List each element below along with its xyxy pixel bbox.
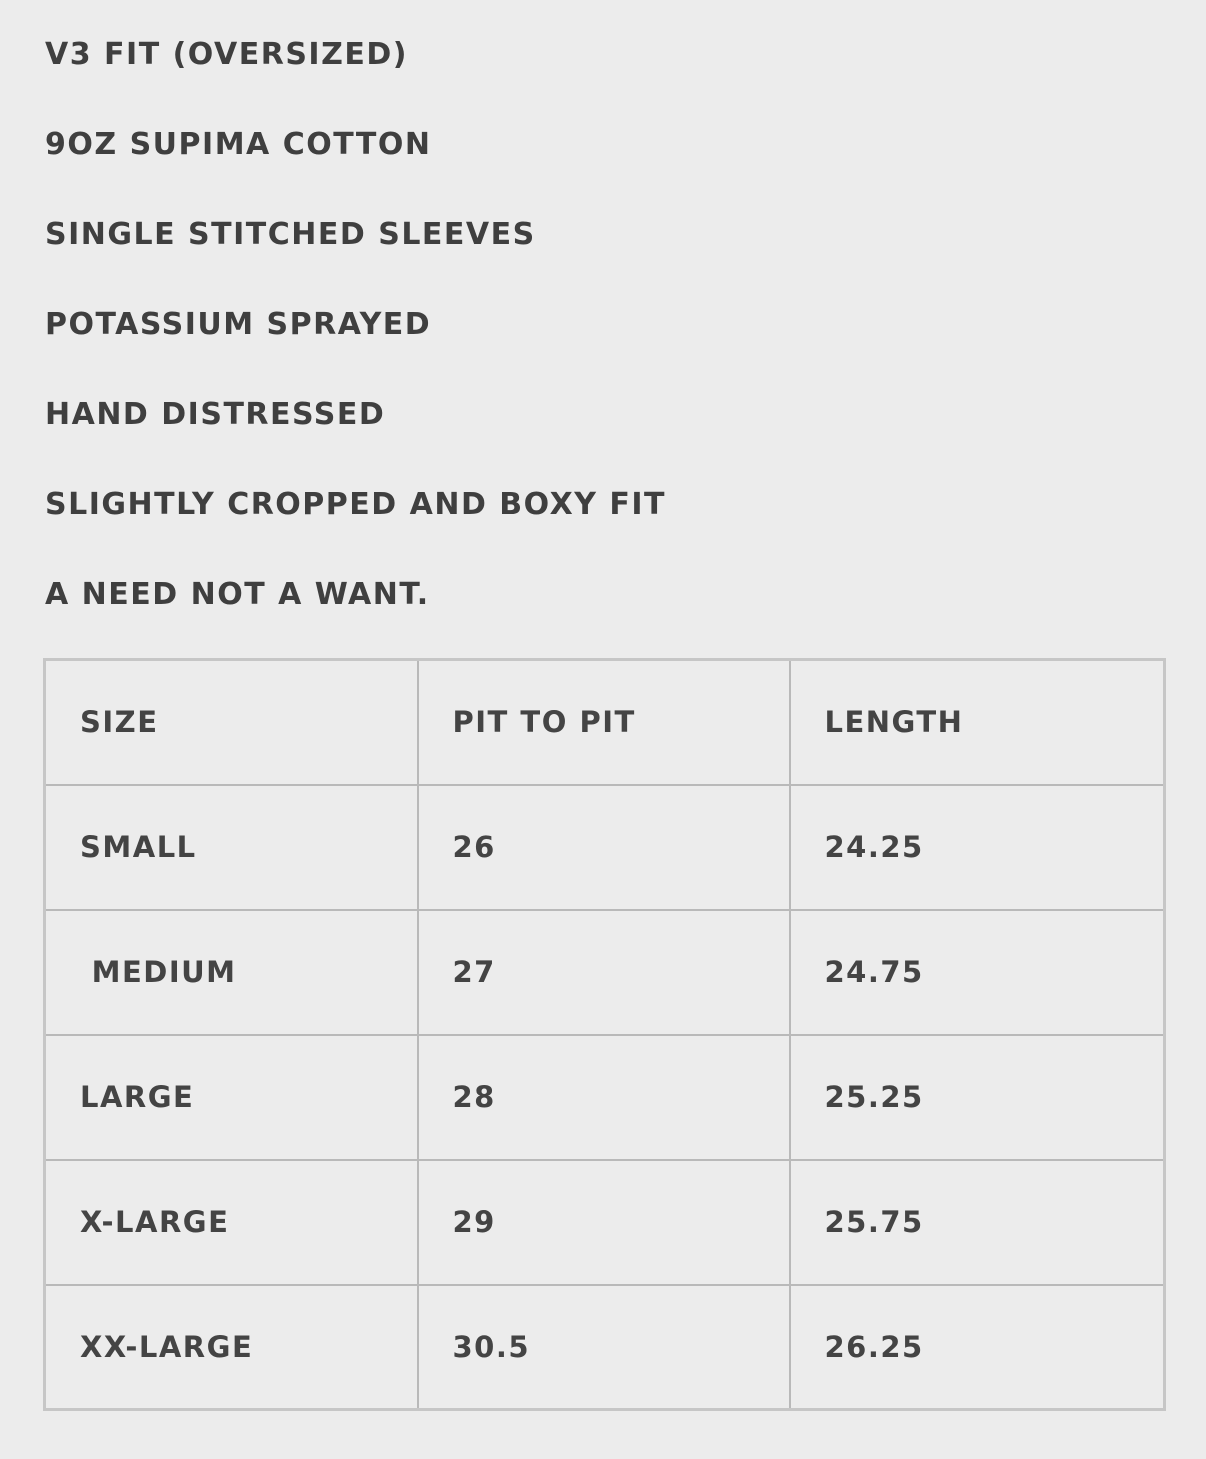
cell-size: LARGE <box>45 1035 418 1160</box>
cell-size: X-LARGE <box>45 1160 418 1285</box>
cell-size: MEDIUM <box>45 910 418 1035</box>
feature-fit: V3 FIT (OVERSIZED) <box>45 37 408 72</box>
cell-length: 24.75 <box>790 910 1165 1035</box>
cell-pit-to-pit: 29 <box>418 1160 790 1285</box>
cell-pit-to-pit: 27 <box>418 910 790 1035</box>
feature-cut: SLIGHTLY CROPPED AND BOXY FIT <box>45 487 667 522</box>
table-row <box>45 1035 1165 1160</box>
table-row <box>45 1285 1165 1410</box>
cell-size: SMALL <box>45 785 418 910</box>
feature-distressing: HAND DISTRESSED <box>45 397 386 432</box>
header-size: SIZE <box>45 660 418 785</box>
cell-pit-to-pit: 28 <box>418 1035 790 1160</box>
feature-fabric: 9OZ SUPIMA COTTON <box>45 127 432 162</box>
product-feature-list <box>45 0 666 630</box>
size-chart-table <box>43 658 1166 1411</box>
cell-length: 24.25 <box>790 785 1165 910</box>
feature-tagline: A NEED NOT A WANT. <box>45 577 430 612</box>
cell-pit-to-pit: 26 <box>418 785 790 910</box>
header-length: LENGTH <box>790 660 1165 785</box>
table-header-row <box>45 660 1165 785</box>
cell-size: XX-LARGE <box>45 1285 418 1410</box>
table-row <box>45 910 1165 1035</box>
cell-length: 25.25 <box>790 1035 1165 1160</box>
table-row <box>45 785 1165 910</box>
feature-stitching: SINGLE STITCHED SLEEVES <box>45 217 536 252</box>
header-pit-to-pit: PIT TO PIT <box>418 660 790 785</box>
feature-treatment: POTASSIUM SPRAYED <box>45 307 432 342</box>
cell-length: 26.25 <box>790 1285 1165 1410</box>
cell-length: 25.75 <box>790 1160 1165 1285</box>
table-row <box>45 1160 1165 1285</box>
cell-pit-to-pit: 30.5 <box>418 1285 790 1410</box>
